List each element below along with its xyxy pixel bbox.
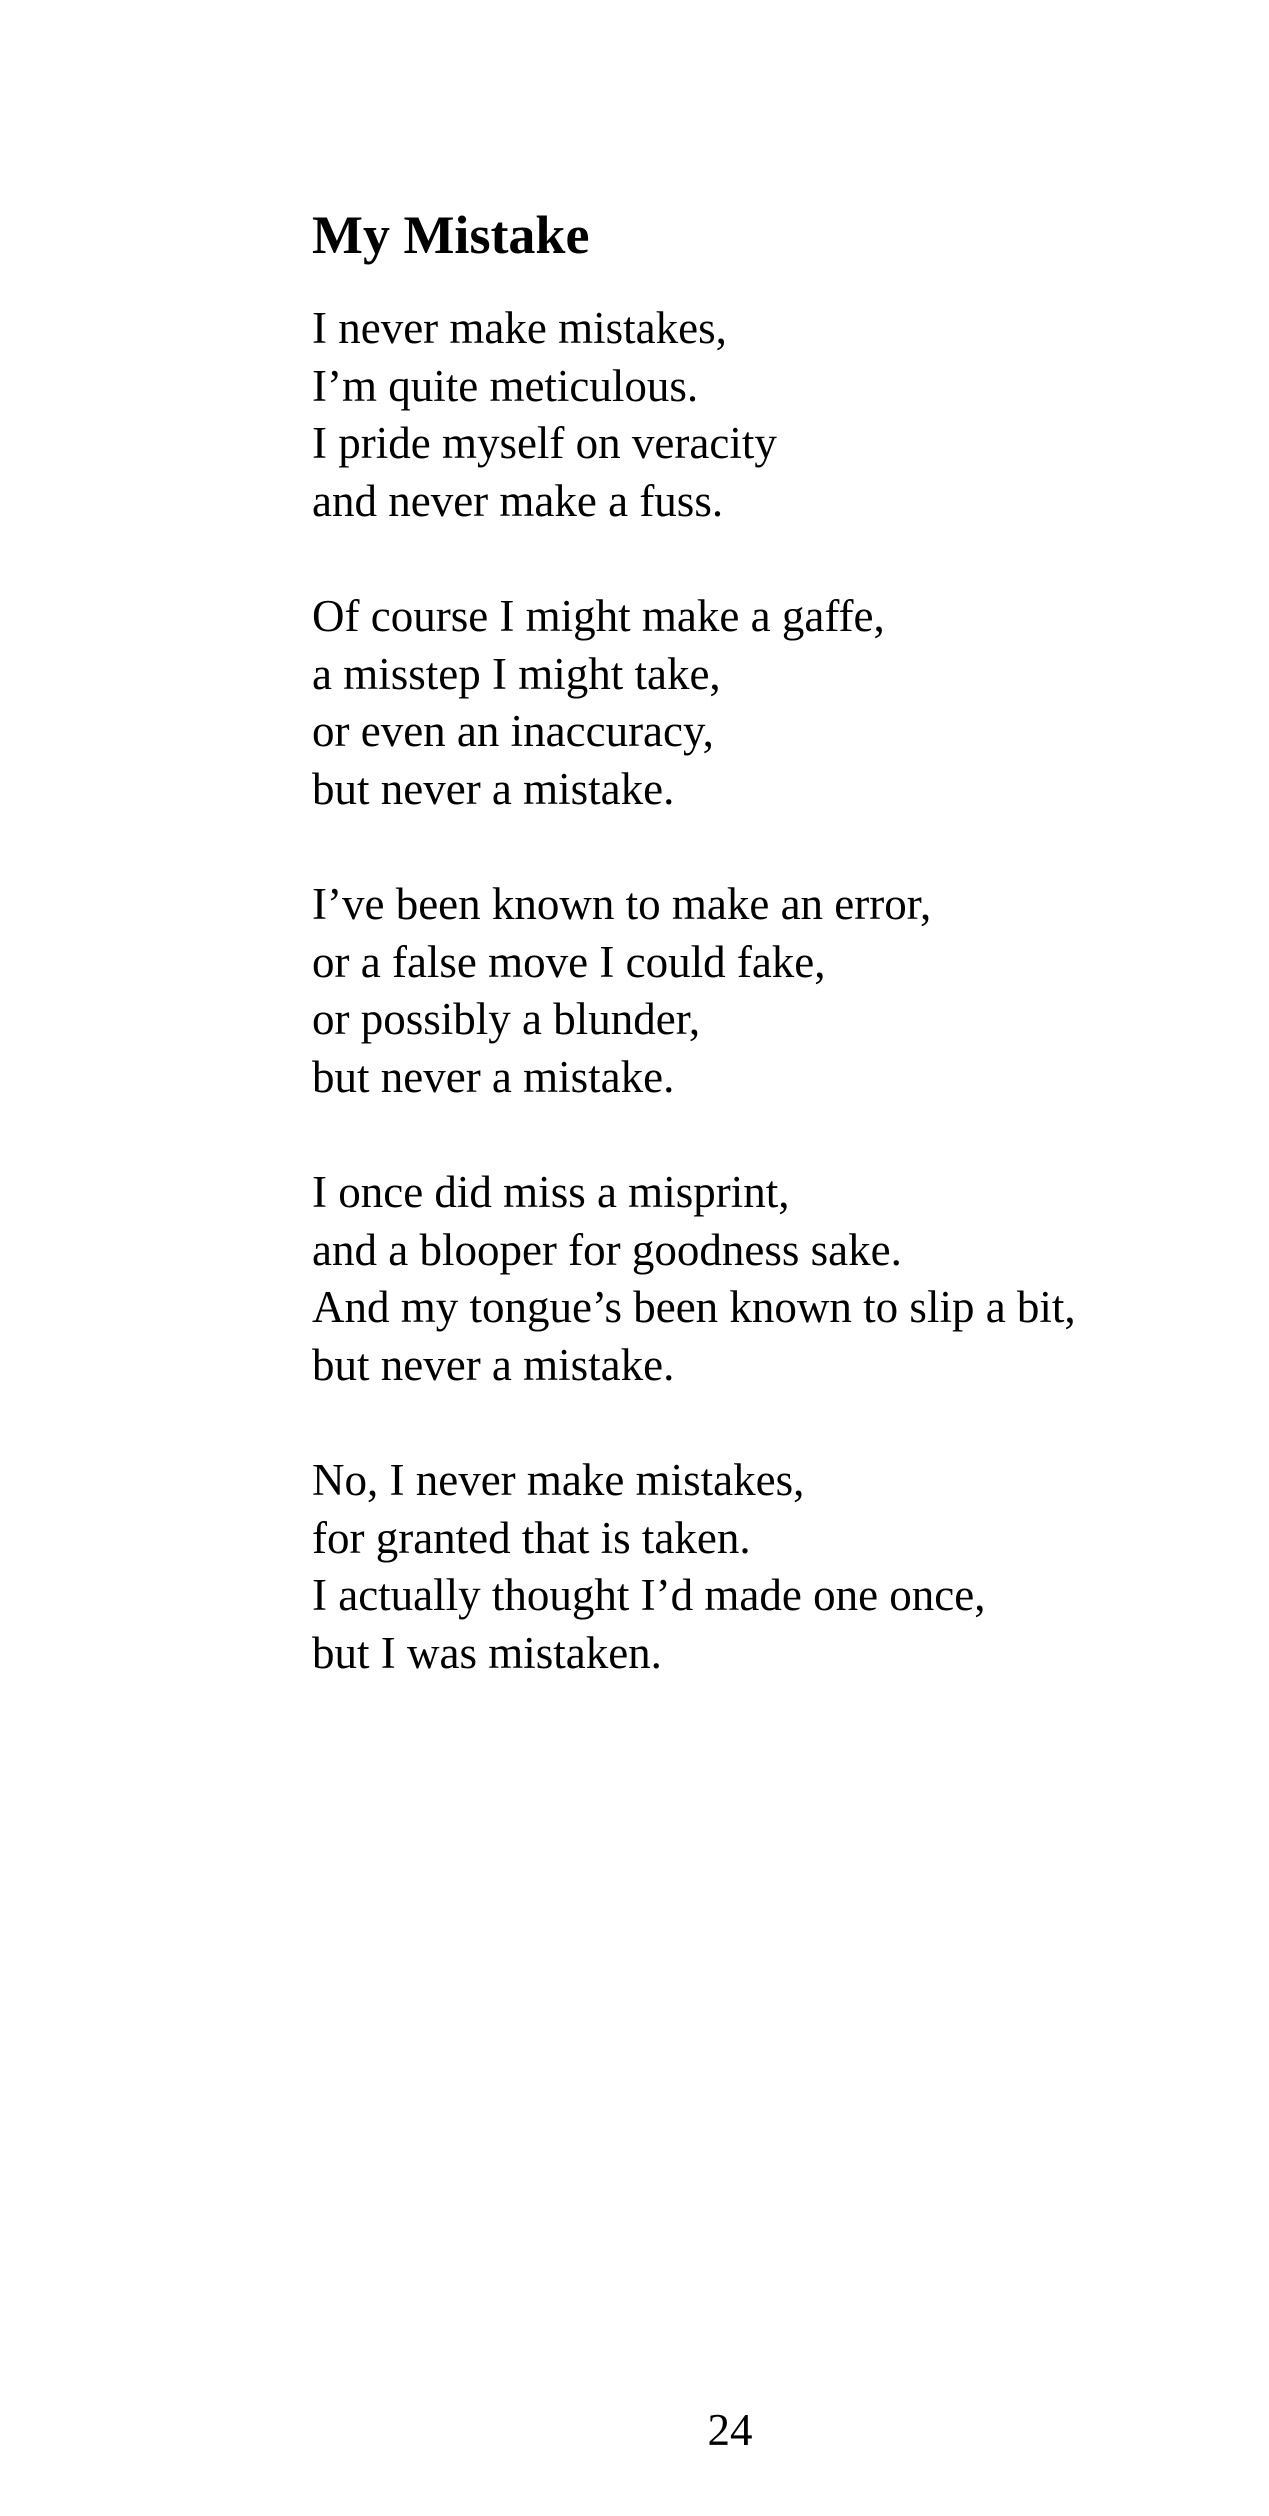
poem-line: but never a mistake. — [312, 1051, 675, 1102]
stanza-2 — [312, 588, 1212, 818]
poem-line: I never make mistakes, — [312, 303, 727, 353]
poem-line: I actually thought I’d made one once, — [312, 1570, 986, 1620]
stanza-1 — [312, 300, 1212, 530]
page-number: 24 — [707, 2405, 753, 2455]
poem-line: a misstep I might take, — [312, 648, 721, 699]
poem-line: or even an inaccuracy, — [312, 706, 714, 756]
poem-line: or possibly a blunder, — [312, 994, 701, 1044]
poem-line: and never make a fuss. — [312, 475, 724, 526]
poem-line: for granted that is taken. — [312, 1512, 751, 1563]
poem-line: or a false move I could fake, — [312, 936, 826, 987]
poem — [312, 200, 1212, 1740]
poem-line: but never a mistake. — [312, 763, 675, 814]
poem-line: I’ve been known to make an error, — [312, 879, 932, 929]
stanza-5 — [312, 1452, 1212, 1682]
stanza-4 — [312, 1164, 1212, 1394]
poem-line: and a blooper for goodness sake. — [312, 1224, 902, 1275]
poem-line: And my tongue’s been known to slip a bit, — [312, 1282, 1076, 1332]
poem-line: No, I never make mistakes, — [312, 1455, 805, 1505]
poem-line: Of course I might make a gaffe, — [312, 591, 885, 641]
poem-line: but I was mistaken. — [312, 1627, 662, 1678]
stanza-3 — [312, 876, 1212, 1106]
poem-line: but never a mistake. — [312, 1339, 675, 1390]
poem-line: I’m quite meticulous. — [312, 360, 699, 411]
poem-line: I pride myself on veracity — [312, 418, 777, 468]
poem-line: I once did miss a misprint, — [312, 1167, 790, 1217]
poem-title: My Mistake — [312, 205, 590, 265]
